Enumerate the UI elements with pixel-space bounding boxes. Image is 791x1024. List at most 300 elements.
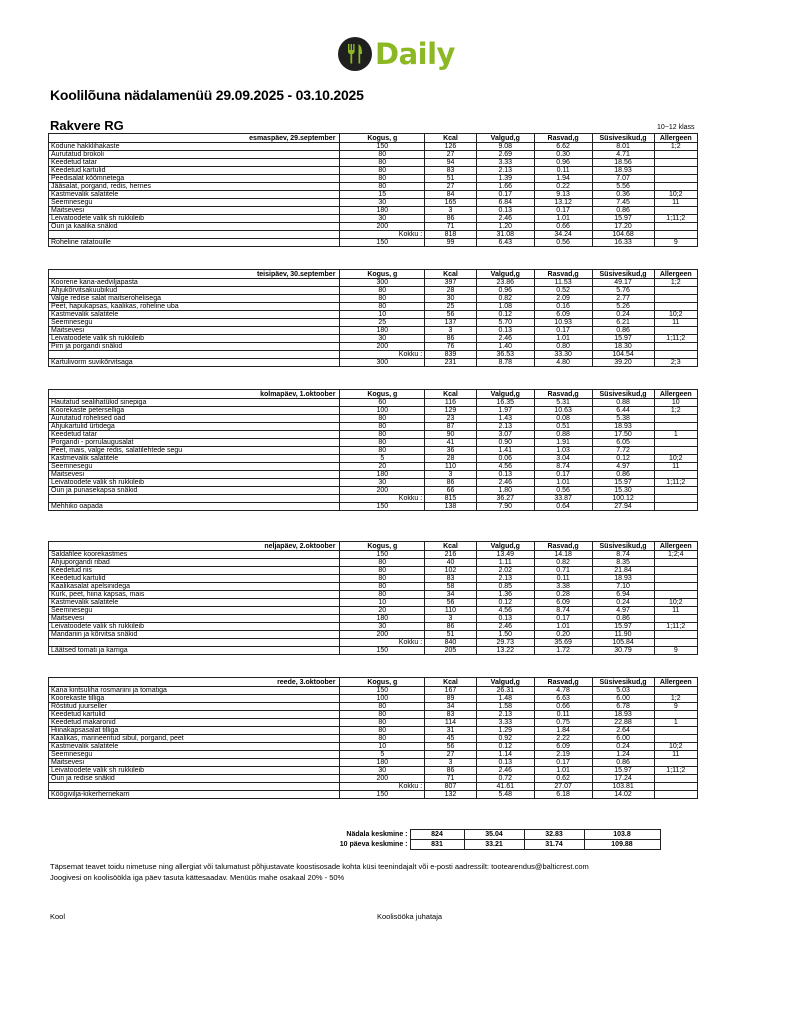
- dish-allergen: 1;2: [654, 695, 697, 703]
- dish-name: Läätsed tomati ja karriga: [49, 647, 340, 655]
- day-menu-table: [48, 677, 698, 799]
- alternative-dish-row: [49, 359, 698, 367]
- dish-name: Seemnesegu: [49, 751, 340, 759]
- dish-row: [49, 407, 698, 415]
- dish-kcal: 3: [425, 327, 477, 335]
- dish-kcal: 31: [425, 727, 477, 735]
- dish-allergen: [654, 591, 697, 599]
- dish-kcal: 45: [425, 735, 477, 743]
- column-header: Kogus, g: [340, 134, 425, 143]
- dish-name: Kastmevalik salatitele: [49, 455, 340, 463]
- dish-fat: 0.56: [534, 487, 592, 495]
- dish-name: Roheline ratatouille: [49, 239, 340, 247]
- day-total-row: [49, 639, 698, 647]
- dish-allergen: 1;2;4: [654, 551, 697, 559]
- dish-fat: 0.62: [534, 775, 592, 783]
- dish-kcal: 30: [425, 295, 477, 303]
- dish-carbs: 2.77: [592, 295, 654, 303]
- dish-allergen: 10: [654, 399, 697, 407]
- dish-allergen: [654, 207, 697, 215]
- dish-name: Keedetud makaronid: [49, 719, 340, 727]
- dish-name: Koorekaste peterselliga: [49, 407, 340, 415]
- dish-allergen: [654, 567, 697, 575]
- column-header: Kogus, g: [340, 390, 425, 399]
- column-header: Kogus, g: [340, 270, 425, 279]
- dish-kcal: 231: [425, 359, 477, 367]
- dish-kcal: 86: [425, 479, 477, 487]
- dish-allergen: [654, 287, 697, 295]
- dish-allergen: 1: [654, 719, 697, 727]
- day-total-row: [49, 495, 698, 503]
- dish-allergen: [654, 159, 697, 167]
- dish-name: Kurk, peet, hiina kapsas, mais: [49, 591, 340, 599]
- column-header: Süsivesikud,g: [592, 390, 654, 399]
- dish-protein: 1.80: [476, 487, 534, 495]
- dish-weight: 200: [340, 223, 425, 231]
- dish-fat: 0.11: [534, 575, 592, 583]
- dish-protein: 2.46: [476, 335, 534, 343]
- dish-name: Maitsevesi: [49, 207, 340, 215]
- day-menu-table: [48, 133, 698, 247]
- dish-kcal: 3: [425, 471, 477, 479]
- dish-protein: 0.72: [476, 775, 534, 783]
- day-total-row: [49, 231, 698, 239]
- dish-row: [49, 423, 698, 431]
- dish-carbs: 4.71: [592, 151, 654, 159]
- dish-name: Porgandi - porrulaugusalat: [49, 439, 340, 447]
- dish-name: Maitsevesi: [49, 327, 340, 335]
- dish-allergen: 11: [654, 751, 697, 759]
- average-kcal: 824: [410, 830, 464, 840]
- dish-protein: 2.13: [476, 167, 534, 175]
- column-header: Kcal: [425, 678, 477, 687]
- dish-carbs: 18.93: [592, 711, 654, 719]
- column-header: Valgud,g: [476, 542, 534, 551]
- dish-carbs: 0.88: [592, 399, 654, 407]
- dish-row: [49, 719, 698, 727]
- dish-allergen: 9: [654, 647, 697, 655]
- dish-name: Keedetud tatar: [49, 159, 340, 167]
- total-allergen-empty: [654, 351, 697, 359]
- dish-name: Peedisalat kõõmnetega: [49, 175, 340, 183]
- dish-protein: 9.08: [476, 143, 534, 151]
- dish-carbs: 16.33: [592, 239, 654, 247]
- dish-name: Röstitud juurseller: [49, 703, 340, 711]
- day-menu-table: [48, 389, 698, 511]
- dish-row: [49, 319, 698, 327]
- dish-row: [49, 551, 698, 559]
- dish-kcal: 28: [425, 287, 477, 295]
- dish-row: [49, 615, 698, 623]
- dish-protein: 23.86: [476, 279, 534, 287]
- dish-kcal: 216: [425, 551, 477, 559]
- dish-fat: 14.18: [534, 551, 592, 559]
- dish-row: [49, 215, 698, 223]
- dish-name: Kaalikasalat apelsinidega: [49, 583, 340, 591]
- column-header: Süsivesikud,g: [592, 270, 654, 279]
- dish-carbs: 6.05: [592, 439, 654, 447]
- dish-allergen: 10;2: [654, 599, 697, 607]
- dish-allergen: [654, 759, 697, 767]
- dish-name: Mandariin ja kõrvitsa snäkid: [49, 631, 340, 639]
- dish-name: Hautatud sealihatükid sinepiga: [49, 399, 340, 407]
- total-label: Kokku :: [340, 639, 425, 647]
- dish-protein: 0.17: [476, 191, 534, 199]
- dish-protein: 5.48: [476, 791, 534, 799]
- dish-carbs: 6.00: [592, 695, 654, 703]
- dish-name: Köögivilja-kikerhernekarri: [49, 791, 340, 799]
- dish-carbs: 17.50: [592, 431, 654, 439]
- dish-protein: 3.07: [476, 431, 534, 439]
- dish-allergen: [654, 575, 697, 583]
- dish-weight: 150: [340, 687, 425, 695]
- dish-carbs: 7.72: [592, 447, 654, 455]
- dish-protein: 2.69: [476, 151, 534, 159]
- dish-protein: 4.56: [476, 463, 534, 471]
- dish-weight: 30: [340, 767, 425, 775]
- dish-allergen: [654, 615, 697, 623]
- dish-fat: 0.52: [534, 287, 592, 295]
- total-protein: 31.08: [476, 231, 534, 239]
- dish-fat: 0.16: [534, 303, 592, 311]
- dish-kcal: 34: [425, 591, 477, 599]
- dish-row: [49, 223, 698, 231]
- dish-protein: 2.13: [476, 423, 534, 431]
- dish-allergen: [654, 151, 697, 159]
- dish-fat: 0.66: [534, 223, 592, 231]
- dish-row: [49, 343, 698, 351]
- page-title: Koolilõuna nädalamenüü 29.09.2025 - 03.10.2025: [50, 87, 364, 103]
- dish-carbs: 17.20: [592, 223, 654, 231]
- fork-knife-icon: [338, 37, 372, 71]
- dish-kcal: 137: [425, 319, 477, 327]
- dish-weight: 80: [340, 559, 425, 567]
- dish-weight: 180: [340, 207, 425, 215]
- dish-name: Kodune hakklihakaste: [49, 143, 340, 151]
- alternative-dish-row: [49, 503, 698, 511]
- total-protein: 36.27: [476, 495, 534, 503]
- dish-fat: 9.13: [534, 191, 592, 199]
- total-spacer: [49, 231, 340, 239]
- dish-name: Leivatoodete valik sh rukkileib: [49, 623, 340, 631]
- day-name: esmaspäev, 29.september: [49, 134, 340, 143]
- dish-name: Kastmevalik salatitele: [49, 743, 340, 751]
- dish-kcal: 90: [425, 431, 477, 439]
- alternative-dish-row: [49, 647, 698, 655]
- total-kcal: 840: [425, 639, 477, 647]
- dish-fat: 0.20: [534, 631, 592, 639]
- column-header: Süsivesikud,g: [592, 134, 654, 143]
- dish-protein: 0.12: [476, 311, 534, 319]
- dish-kcal: 132: [425, 791, 477, 799]
- day-name: neljapäev, 2.oktoober: [49, 542, 340, 551]
- dish-name: Saldafilee koorekastmes: [49, 551, 340, 559]
- dish-weight: 150: [340, 791, 425, 799]
- column-header: Valgud,g: [476, 678, 534, 687]
- total-fat: 33.30: [534, 351, 592, 359]
- average-label: 10 päeva keskmine :: [339, 841, 408, 848]
- dish-protein: 2.02: [476, 567, 534, 575]
- dish-row: [49, 703, 698, 711]
- dish-weight: 80: [340, 167, 425, 175]
- dish-protein: 0.96: [476, 287, 534, 295]
- dish-weight: 80: [340, 151, 425, 159]
- dish-weight: 80: [340, 159, 425, 167]
- dish-weight: 200: [340, 775, 425, 783]
- dish-kcal: 110: [425, 607, 477, 615]
- dish-fat: 0.82: [534, 559, 592, 567]
- dish-fat: 11.53: [534, 279, 592, 287]
- dish-carbs: 39.20: [592, 359, 654, 367]
- dish-weight: 30: [340, 623, 425, 631]
- dish-allergen: [654, 447, 697, 455]
- total-carbs: 103.81: [592, 783, 654, 791]
- dish-carbs: 17.24: [592, 775, 654, 783]
- dish-row: [49, 695, 698, 703]
- dish-fat: 0.96: [534, 159, 592, 167]
- dish-carbs: 5.03: [592, 687, 654, 695]
- dish-kcal: 71: [425, 223, 477, 231]
- total-kcal: 839: [425, 351, 477, 359]
- dish-fat: 0.28: [534, 591, 592, 599]
- dish-weight: 80: [340, 575, 425, 583]
- column-header: Kogus, g: [340, 542, 425, 551]
- total-kcal: 815: [425, 495, 477, 503]
- dish-allergen: [654, 175, 697, 183]
- dish-weight: 80: [340, 439, 425, 447]
- dish-name: Keedetud tatar: [49, 431, 340, 439]
- dish-name: Kartulivorm suvikõrvitsaga: [49, 359, 340, 367]
- dish-protein: 8.78: [476, 359, 534, 367]
- dish-fat: 2.22: [534, 735, 592, 743]
- dish-protein: 0.82: [476, 295, 534, 303]
- dish-fat: 6.63: [534, 695, 592, 703]
- dish-carbs: 0.24: [592, 743, 654, 751]
- dish-fat: 8.74: [534, 463, 592, 471]
- dish-allergen: [654, 471, 697, 479]
- dish-fat: 0.64: [534, 503, 592, 511]
- dish-kcal: 51: [425, 631, 477, 639]
- dish-kcal: 56: [425, 311, 477, 319]
- dish-carbs: 0.86: [592, 207, 654, 215]
- day-total-row: [49, 783, 698, 791]
- column-header: Rasvad,g: [534, 678, 592, 687]
- dish-allergen: [654, 711, 697, 719]
- dish-protein: 1.11: [476, 559, 534, 567]
- dish-row: [49, 463, 698, 471]
- dish-fat: 0.11: [534, 711, 592, 719]
- total-carbs: 104.68: [592, 231, 654, 239]
- dish-carbs: 22.88: [592, 719, 654, 727]
- dish-kcal: 27: [425, 751, 477, 759]
- dish-fat: 6.09: [534, 743, 592, 751]
- dish-row: [49, 479, 698, 487]
- dish-kcal: 76: [425, 343, 477, 351]
- dish-weight: 180: [340, 327, 425, 335]
- dish-allergen: [654, 167, 697, 175]
- dish-weight: 80: [340, 583, 425, 591]
- day-total-row: [49, 351, 698, 359]
- dish-allergen: 10;2: [654, 455, 697, 463]
- dish-weight: 80: [340, 287, 425, 295]
- dish-allergen: 11: [654, 199, 697, 207]
- dish-fat: 0.22: [534, 183, 592, 191]
- dish-carbs: 18.30: [592, 343, 654, 351]
- dish-allergen: [654, 423, 697, 431]
- dish-carbs: 0.12: [592, 455, 654, 463]
- dish-weight: 10: [340, 311, 425, 319]
- dish-fat: 0.17: [534, 759, 592, 767]
- average-row: [48, 840, 660, 850]
- dish-allergen: [654, 775, 697, 783]
- dish-row: [49, 335, 698, 343]
- average-label: Nädala keskmine :: [346, 831, 408, 838]
- dish-row: [49, 711, 698, 719]
- dish-weight: 300: [340, 279, 425, 287]
- dish-allergen: [654, 295, 697, 303]
- dish-weight: 20: [340, 607, 425, 615]
- dish-weight: 30: [340, 335, 425, 343]
- dish-name: Õun ja redise snäkid: [49, 775, 340, 783]
- dish-row: [49, 143, 698, 151]
- dish-allergen: [654, 631, 697, 639]
- dish-carbs: 7.10: [592, 583, 654, 591]
- dish-row: [49, 575, 698, 583]
- dish-row: [49, 687, 698, 695]
- dish-fat: 1.01: [534, 479, 592, 487]
- total-protein: 29.73: [476, 639, 534, 647]
- dish-kcal: 165: [425, 199, 477, 207]
- column-header: Kcal: [425, 134, 477, 143]
- dish-allergen: 1;11;2: [654, 215, 697, 223]
- dish-fat: 0.17: [534, 471, 592, 479]
- dish-allergen: [654, 559, 697, 567]
- dish-allergen: 1;2: [654, 143, 697, 151]
- dish-protein: 0.13: [476, 327, 534, 335]
- dish-carbs: 8.74: [592, 551, 654, 559]
- dish-fat: 2.19: [534, 751, 592, 759]
- dish-row: [49, 455, 698, 463]
- dish-kcal: 86: [425, 767, 477, 775]
- dish-kcal: 25: [425, 303, 477, 311]
- dish-fat: 1.01: [534, 623, 592, 631]
- dish-carbs: 0.86: [592, 471, 654, 479]
- alternative-dish-row: [49, 239, 698, 247]
- dish-name: Seemnesegu: [49, 199, 340, 207]
- total-kcal: 818: [425, 231, 477, 239]
- dish-protein: 0.13: [476, 615, 534, 623]
- column-header: Allergeen: [654, 134, 697, 143]
- signature-manager: Koolisööka juhataja: [377, 912, 443, 921]
- dish-kcal: 87: [425, 423, 477, 431]
- dish-kcal: 84: [425, 191, 477, 199]
- dish-name: Aurutatud brokoli: [49, 151, 340, 159]
- dish-carbs: 8.01: [592, 143, 654, 151]
- dish-weight: 30: [340, 215, 425, 223]
- dish-name: Ahjukartulid ürtidega: [49, 423, 340, 431]
- dish-row: [49, 767, 698, 775]
- dish-fat: 0.56: [534, 239, 592, 247]
- dish-carbs: 5.76: [592, 287, 654, 295]
- dish-protein: 4.56: [476, 607, 534, 615]
- dish-row: [49, 447, 698, 455]
- day-header-row: [49, 134, 698, 143]
- dish-protein: 13.49: [476, 551, 534, 559]
- dish-fat: 13.12: [534, 199, 592, 207]
- dish-carbs: 15.97: [592, 767, 654, 775]
- dish-kcal: 36: [425, 447, 477, 455]
- dish-kcal: 34: [425, 703, 477, 711]
- water-note: Joogivesi on koolisöökla iga päev tasuta kättesaadav. Menüüs mahe osakaal 20% - 50%: [50, 873, 345, 882]
- dish-name: Koorene kana-aedviljapasta: [49, 279, 340, 287]
- dish-weight: 80: [340, 295, 425, 303]
- dish-allergen: [654, 727, 697, 735]
- dish-protein: 0.13: [476, 759, 534, 767]
- dish-weight: 25: [340, 319, 425, 327]
- dish-carbs: 1.24: [592, 751, 654, 759]
- dish-protein: 6.84: [476, 199, 534, 207]
- dish-name: Maitsevesi: [49, 615, 340, 623]
- dish-weight: 80: [340, 703, 425, 711]
- dish-fat: 0.17: [534, 207, 592, 215]
- dish-row: [49, 415, 698, 423]
- dish-fat: 6.09: [534, 599, 592, 607]
- dish-allergen: [654, 503, 697, 511]
- day-header-row: [49, 390, 698, 399]
- dish-row: [49, 759, 698, 767]
- dish-carbs: 6.44: [592, 407, 654, 415]
- dish-protein: 1.48: [476, 695, 534, 703]
- column-header: Rasvad,g: [534, 542, 592, 551]
- dish-weight: 80: [340, 727, 425, 735]
- dish-weight: 80: [340, 175, 425, 183]
- dish-weight: 200: [340, 343, 425, 351]
- dish-kcal: 27: [425, 151, 477, 159]
- dish-protein: 1.41: [476, 447, 534, 455]
- dish-name: Maitsevesi: [49, 471, 340, 479]
- total-kcal: 807: [425, 783, 477, 791]
- total-protein: 36.53: [476, 351, 534, 359]
- dish-carbs: 18.56: [592, 159, 654, 167]
- dish-carbs: 6.94: [592, 591, 654, 599]
- dish-name: Seemnesegu: [49, 607, 340, 615]
- dish-carbs: 0.24: [592, 311, 654, 319]
- dish-row: [49, 743, 698, 751]
- dish-name: Keedetud kartulid: [49, 167, 340, 175]
- dish-protein: 1.66: [476, 183, 534, 191]
- day-header-row: [49, 270, 698, 279]
- average-protein: 33.21: [464, 840, 524, 850]
- day-name: reede, 3.oktoober: [49, 678, 340, 687]
- column-header: Valgud,g: [476, 134, 534, 143]
- dish-fat: 6.09: [534, 311, 592, 319]
- dish-carbs: 49.17: [592, 279, 654, 287]
- dish-kcal: 138: [425, 503, 477, 511]
- dish-weight: 10: [340, 599, 425, 607]
- dish-fat: 0.88: [534, 431, 592, 439]
- dish-kcal: 56: [425, 743, 477, 751]
- dish-name: Kastmevalik salatitele: [49, 191, 340, 199]
- dish-protein: 0.12: [476, 743, 534, 751]
- dish-allergen: [654, 303, 697, 311]
- dish-kcal: 86: [425, 623, 477, 631]
- total-spacer: [49, 783, 340, 791]
- column-header: Rasvad,g: [534, 270, 592, 279]
- dish-allergen: [654, 735, 697, 743]
- dish-weight: 80: [340, 447, 425, 455]
- column-header: Allergeen: [654, 678, 697, 687]
- dish-kcal: 205: [425, 647, 477, 655]
